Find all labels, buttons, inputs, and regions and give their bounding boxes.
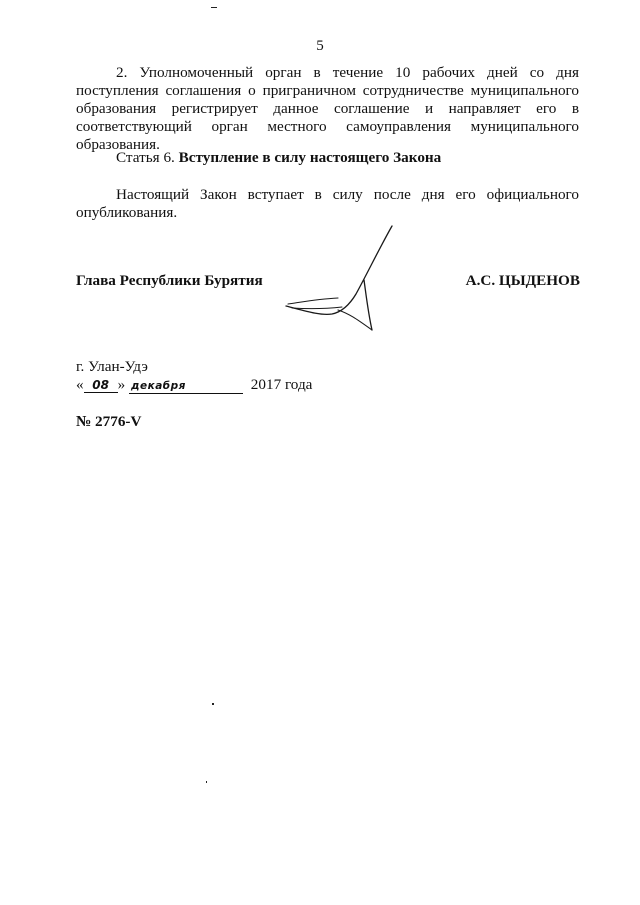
- signature-stroke: [292, 307, 342, 309]
- handwritten-signature: [280, 222, 400, 337]
- article-title: Вступление в силу настоящего Закона: [178, 149, 442, 166]
- signature-stroke: [364, 280, 372, 330]
- date-open-quote: «: [76, 376, 84, 393]
- signature-stroke: [286, 226, 392, 314]
- scan-mark: [212, 703, 214, 705]
- article-prefix: Статья 6.: [116, 149, 175, 166]
- signatory-position: Глава Республики Бурятия: [76, 272, 263, 289]
- paragraph-registration: 2. Уполномоченный орган в течение 10 рабочих дней со дня поступления соглашения о приграничном сотрудничестве муниципального образования регистрирует данное соглашение и направляет его в соответствующий орган местного самоуправления муниципального образования.: [76, 64, 579, 153]
- signing-date: [76, 376, 312, 394]
- page-number: 5: [316, 38, 324, 54]
- date-day: 08: [84, 378, 118, 393]
- paragraph-entry-into-force: Настоящий Закон вступает в силу после дня его официального опубликования.: [76, 186, 579, 221]
- scan-mark: [211, 7, 217, 8]
- scan-mark: [206, 781, 207, 783]
- place-of-signing: г. Улан-Удэ: [76, 358, 148, 375]
- signatory-name: А.С. ЦЫДЕНОВ: [465, 272, 580, 289]
- signature-stroke: [338, 310, 372, 330]
- law-number: № 2776-V: [76, 413, 142, 430]
- date-close-quote: »: [117, 376, 126, 393]
- date-month: декабря: [129, 379, 243, 394]
- signature-stroke: [288, 298, 338, 304]
- date-year: 2017 года: [250, 376, 313, 393]
- article-heading: [116, 149, 441, 167]
